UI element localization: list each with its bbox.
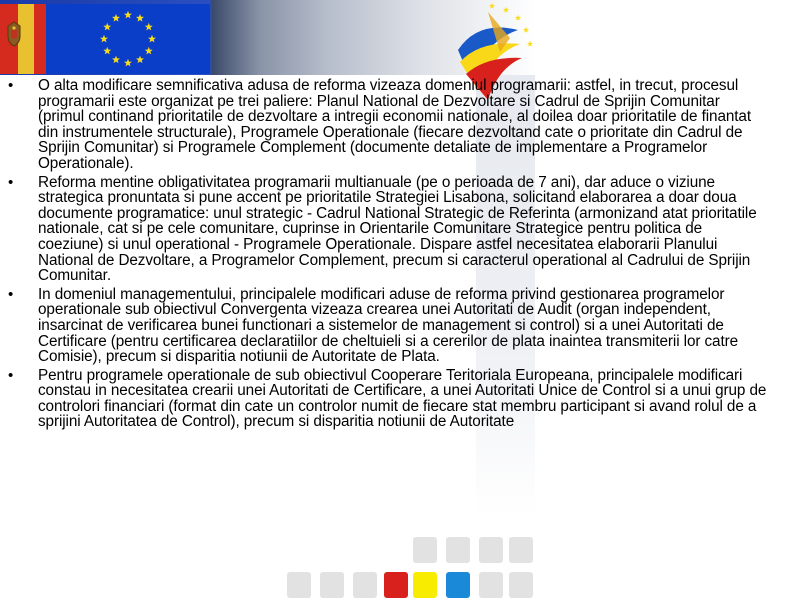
eu-star-icon [112,56,120,64]
logo-star-icon [489,3,495,9]
logo-star-icon [523,27,529,33]
eu-star-icon [112,14,120,22]
tile-grey [446,537,470,563]
eu-stars-icon [46,4,210,74]
eu-star-icon [136,14,144,22]
eu-star-icon [145,47,153,55]
moldova-flag [0,4,46,74]
tile-grey [353,572,377,598]
tile-grey [509,537,533,563]
tile-yellow [413,572,437,598]
list-item [6,175,768,284]
tile-red [384,572,408,598]
list-item [6,78,768,172]
tile-blue [446,572,470,598]
tile-grey [479,537,503,563]
list-item [6,368,768,430]
tile-grey [479,572,503,598]
logo-star-icon [515,15,521,21]
tile-grey [287,572,311,598]
moldova-coat-of-arms-icon [4,20,24,48]
list-item-text: O alta modificare semnificativa adusa de reforma vizeaza domeniul programarii: astfel, in trecut, procesul programarii este organizat pe trei paliere: Planul National de Dezvoltare si Cadrul de Sprijin Comunitar (primul continand prioritatile de dezvoltare a intregii economii nationale, al doilea doar prioritatile de finantat din instrumentele structurale), Programele Operationale (fiecare dezvoltand cate o prioritate din Cadrul de Sprijin Comunitar) si Programele Complement (documente detaliate de implementare a Programelor Operationale). [38,77,751,172]
eu-star-icon [100,35,108,43]
list-item-text: Pentru programele operationale de sub obiectivul Cooperare Teritoriala Europeana, principalele modificari constau in necesitatea crearii unei Autoritati de Certificare, a unei Autoritati Unice de Control si a unui grup de controlori financiari (format din cate un controlor numit de fiecare stat membru participant si avand rolul de a sprijini Autoritatea de Control), precum si disparitia notiunii de Autoritate [38,366,767,431]
tile-grey [320,572,344,598]
tile-grey [509,572,533,598]
slide-content [6,78,768,433]
eu-star-icon [124,11,132,19]
eu-star-icon [124,59,132,67]
list-item [6,287,768,365]
logo-star-icon [527,41,533,47]
tile-grey [413,537,437,563]
list-item-text: Reforma mentine obligativitatea programarii multianuale (pe o perioada de 7 ani), dar aduce o viziune strategica pronuntata si pune accent pe prioritatile Strategiei Lisabona, solicitand elaborarea a doar doua documente programatice: unul strategic - Cadrul National Strategic de Referinta (armonizand atat prioritatile nationale, cat si pe cele comunitare, cuprinse in Orientarile Comunitare Strategice pentru politica de coeziune) si unul operational - Programele Operationale. Dispare astfel necesitatea elaborarii Planului National de Dezvoltare, a Programelor Complement, precum si caracterul operational al Cadrului de Sprijin Comunitar. [38,173,757,285]
eu-star-icon [145,23,153,31]
bullet-marker: • [8,77,14,94]
list-item-text: In domeniul managementului, principalele modificari aduse de reforma privind gestionarea programelor operationale sub obiectivul Convergenta vizeaza crearea unei Autoritati de Audit (organ independent, insarcinat de verificarea bunei functionari a sistemelor de management si control) si a unei Autoritati de Certificare (pentru certificarea declaratiilor de cheltuieli si a cererilor de plata inaintea transmiterii lor catre Comisie), precum si disparitia notiunii de Autoritate de Plata. [38,285,739,366]
eu-star-icon [148,35,156,43]
eu-star-icon [103,47,111,55]
eu-flag [46,4,210,74]
logo-star-icon [503,7,509,13]
bullet-list [6,78,768,430]
bullet-marker: • [8,173,14,191]
bullet-marker: • [8,285,14,303]
eu-star-icon [136,56,144,64]
eu-star-icon [103,23,111,31]
bullet-marker: • [8,366,14,384]
